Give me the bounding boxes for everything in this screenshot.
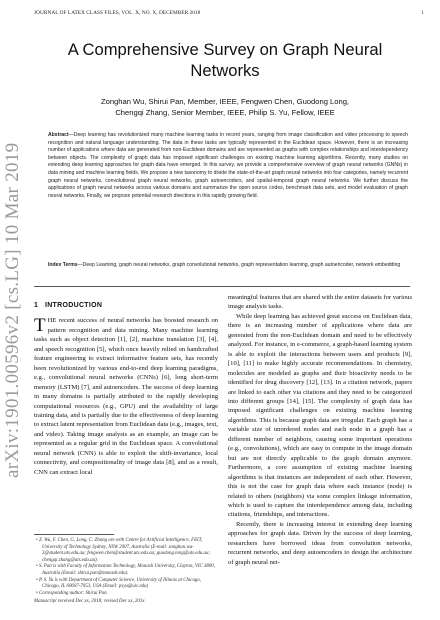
paragraph: Recently, there is increasing interest in extending deep learning approaches for graph data. Driven by the success of deep learning, researchers have borrowed ideas from convolution networks, recurrent networks, and deep autoencoders to design the architecture of graph neural net- [228, 520, 412, 566]
footnote: • P. S. Yu is with Department of Computer Science, University of Illinois at Chicago, Chicago, IL 60607-7053, USA (Email: psyu@uic.edu) [36, 577, 201, 590]
left-column [34, 293, 218, 477]
paragraph: While deep learning has achieved great success on Euclidean data, there is an increasing number of applications where data are generated from the non-Euclidean domain and need to be effectively analyzed. For instance, in e-commerce, a graph-based learning system is able to exploit the interactions between users and products [9], [10], [11] to make highly accurate recommendations. In chemistry, molecules are modeled as graphs and their bioactivity needs to be identified for drug discovery [12], [13]. In a citation network, papers are linked to each other via citations and they need to be categorized into different groups [14], [15]. The complexity of graph data has imposed significant challenges on existing machine learning algorithms. This is because graph data are irregular. Each graph has a variable size of unordered nodes and each node in a graph has a different number of neighbors, causing some important operations (e.g., convolutions), which are easy to compute in the image domain but are not directly applicable to the graph domain anymore. Furthermore, a core assumption of existing machine learning algorithms is that instances are independent of each other. However, this is not the case for graph data where each instance (node) is related to others (neighbors) via some complex linkage information, which is used to capture the interdependence among data, including citations, friendships, and interactions. [228, 312, 412, 519]
footnotes [34, 538, 218, 606]
index-terms [48, 262, 408, 270]
journal-header: JOURNAL OF LATEX CLASS FILES, VOL. X, NO. X, DECEMBER 2018 [34, 10, 201, 16]
right-column [228, 293, 412, 567]
author-line: Zonghan Wu, Shirui Pan, Member, IEEE, Fengwen Chen, Guodong Long, [100, 97, 350, 106]
dropcap: T [34, 315, 46, 337]
running-head [34, 10, 424, 16]
footnote: • Z. Wu, F. Chen, G. Long, C. Zhang are with Centre for Artificial Intelligence, FEIT, University of Technology Sydney, NSW 2007, Australia (E-mail: zonghan.wu-3@student.uts.edu.au; fengwen.chen@student.uts.edu.au; guodong.long@uts.edu.au; chengqi.zhang@uts.edu.au). [36, 538, 211, 563]
paragraph-continued: meaningful features that are shared with the entire datasets for various image analysis tasks. [228, 294, 412, 311]
footnote: • S. Pan is with Faculty of Information Technology, Monash University, Clayton, VIC 3800, Australia (Email: shirui.pan@monash.edu). [36, 564, 215, 576]
arxiv-identifier-stamp: arXiv:1901.00596v2 [cs.LG] 10 Mar 2019 [2, 142, 23, 478]
index-terms-label: Index Terms [48, 262, 78, 268]
footnote-text: Corresponding author: Shirui Pan. [38, 590, 108, 596]
footnote-divider [34, 534, 114, 535]
section-title: INTRODUCTION [44, 302, 103, 309]
manuscript-note: Manuscript received Dec xx, 2018; revised Dec xx, 201x. [34, 599, 146, 605]
page-number: 1 [421, 10, 424, 16]
abstract-label: Abstract [48, 132, 69, 138]
abstract-text: —Deep learning has revolutionized many machine learning tasks in recent years, ranging from image classification and video processing to speech recognition and natural language understanding. The data in these tasks are typically represented in the Euclidean space. However, there is an increasing number of applications where data are generated from non-Euclidean domains and are represented as graphs with complex relationships and interdependency between objects. The complexity of graph data has imposed significant challenges on existing machine learning algorithms. Recently, many studies on extending deep learning approaches for graph data have emerged. In this survey, we provide a comprehensive overview of graph neural networks (GNNs) in data mining and machine learning fields. We propose a new taxonomy to divide the state-of-the-art graph neural networks into four categories, namely recurrent graph neural networks, convolutional graph neural networks, graph autoencoders, and spatial-temporal graph neural networks. We further discuss the applications of graph neural networks across various domains and summarize the open source codes, benchmark data sets, and model evaluation of graph neural networks. Finally, we propose potential research directions in this rapidly growing field. [48, 132, 408, 199]
intro-paragraph-text: HE recent success of neural networks has boosted research on pattern recognition and data mining. Many machine learning tasks such as object detection [1], [2], machine translation [3], [4], and speech recognition [5], which once heavily relied on handcrafted feature engineering to extract informative feature sets, has recently been revolutionized by various end-to-end deep learning paradigms, e.g., convolutional neural networks (CNNs) [6], long short-term memory (LSTM) [7], and autoencoders. The success of deep learning in many domains is partially attributed to the rapidly developing computational resources (e.g., GPU) and the availability of large training data, and is partially due to the effectiveness of deep learning to extract latent representation from Euclidean data (e.g., images, text, and video). Taking image analysis as an example, an image can be represented as a regular grid in the Euclidean space. A convolutional neural network (CNN) is able to exploit the shift-invariance, local connectivity, and compositionality of image data [8], and as a result, CNN can extract local [34, 317, 218, 476]
footnote: • Corresponding author: Shirui Pan. [36, 590, 108, 596]
section-number: 1 [34, 302, 39, 309]
author-list [40, 96, 410, 118]
divider [34, 286, 410, 287]
author-line: Chengqi Zhang, Senior Member, IEEE, Philip S. Yu, Fellow, IEEE [115, 108, 335, 117]
footnote-text: Z. Wu, F. Chen, G. Long, C. Zhang are with Centre for Artificial Intelligence, FEIT, University of Technology Sydney, NSW 2007, Australia (E-mail: zonghan.wu-3@student.uts.edu.au; fengwen.chen@student.uts.edu.au; guodong.long@uts.edu.au; chengqi.zhang@uts.edu.au). [38, 538, 211, 563]
section-heading [34, 301, 218, 310]
intro-paragraph [34, 316, 218, 477]
abstract [48, 132, 408, 200]
paper-title: A Comprehensive Survey on Graph Neural Networks [67, 40, 383, 80]
index-terms-text: —Deep Learning, graph neural networks, graph convolutional networks, graph representation learning, graph autoencoder, network embedding [77, 262, 401, 268]
footnote-text: S. Pan is with Faculty of Information Technology, Monash University, Clayton, VIC 3800, Australia (Email: shirui.pan@monash.edu). [38, 564, 215, 576]
footnote-text: P. S. Yu is with Department of Computer Science, University of Illinois at Chicago, Chicago, IL 60607-7053, USA (Email: psyu@uic.edu) [38, 577, 201, 590]
